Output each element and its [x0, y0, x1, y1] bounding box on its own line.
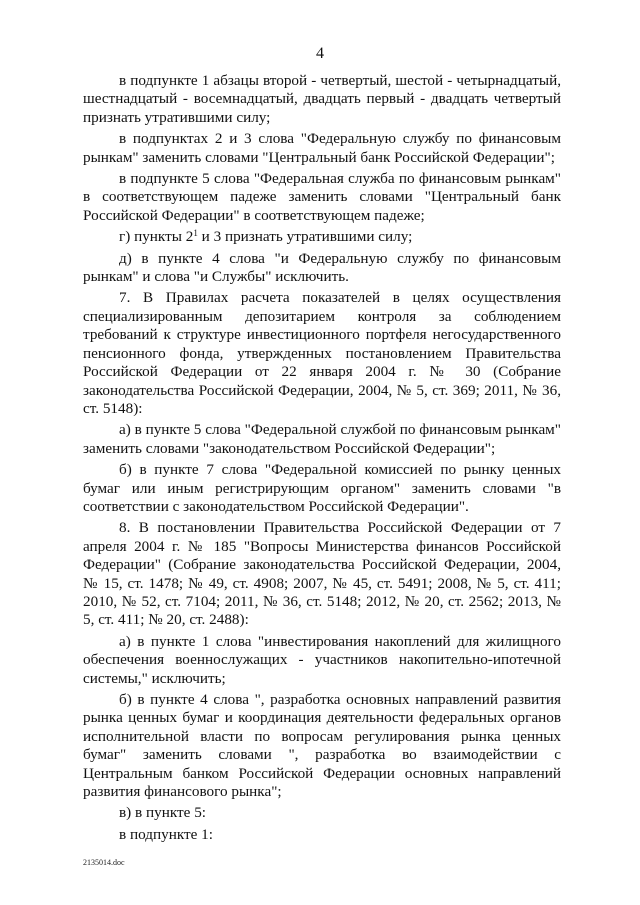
- paragraph-item-g: [83, 228, 561, 246]
- paragraph-section-8: 8. В постановлении Правительства Российской Федерации от 7 апреля 2004 г. № 185 "Вопросы Министерства финансов Российской Федерации" (Собрание законодательства Российской Федерации, 2004, № 15, ст. 1478; № 49, ст. 4908; 2007, № 45, ст. 5491; 2008, № 5, ст. 411; 2010, № 52, ст. 7104; 2011, № 36, ст. 5148; 2012, № 20, ст. 2562; 2013, № 5, ст. 411; № 20, ст. 2488):: [83, 519, 561, 629]
- paragraph-subpoint-1-heading: в подпункте 1:: [119, 825, 213, 843]
- document-body: [83, 72, 561, 847]
- item-g-text-after: и 3 признать утратившими силу;: [197, 228, 413, 246]
- paragraph-subpoint-5: в подпункте 5 слова "Федеральная служба по финансовым рынкам" в соответствующем падеже заменить словами "Центральный банк Российской Федерации" в соответствующем падеже;: [83, 170, 561, 224]
- item-g-superscript: 1: [193, 228, 198, 239]
- paragraph-subpoints-2-3: в подпунктах 2 и 3 слова "Федеральную службу по финансовым рынкам" заменить словами "Центральный банк Российской Федерации";: [83, 130, 561, 166]
- paragraph-section-8-b: б) в пункте 4 слова ", разработка основных направлений развития рынка ценных бумаг и координация деятельности федеральных органов исполнительной власти по вопросам регулирования рынка ценных бумаг" заменить словами ", разработка во взаимодействии с Центральным банком Российской Федерации основных направлений развития финансового рынка";: [83, 691, 561, 801]
- paragraph-subpoint-1: в подпункте 1 абзацы второй - четвертый, шестой - четырнадцатый, шестнадцатый - восемнадцатый, двадцать первый - двадцать четвертый признать утратившими силу;: [83, 72, 561, 126]
- paragraph-section-7-a: а) в пункте 5 слова "Федеральной службой по финансовым рынкам" заменить словами "законодательством Российской Федерации";: [83, 421, 561, 457]
- paragraph-item-d: д) в пункте 4 слова "и Федеральную службу по финансовым рынкам" и слова "и Службы" исключить.: [83, 249, 561, 286]
- paragraph-section-7-b: б) в пункте 7 слова "Федеральной комиссией по рынку ценных бумаг или иным регистрирующим органом" заменить словами "в соответствии с законодательством Российской Федерации".: [83, 461, 561, 515]
- paragraph-section-8-a: а) в пункте 1 слова "инвестирования накоплений для жилищного обеспечения военнослужащих - участников накопительно-ипотечной системы," исключить;: [83, 632, 561, 687]
- paragraph-section-7: 7. В Правилах расчета показателей в целях осуществления специализированным депозитарием контроля за соблюдением требований к структуре инвестиционного портфеля негосударственного пенсионного фонда, утвержденных постановлением Правительства Российской Федерации от 22 января 2004 г. № 30 (Собрание законодательства Российской Федерации, 2004, № 5, ст. 369; 2011, № 36, ст. 5148):: [83, 289, 561, 417]
- item-g-text-before: г) пункты 2: [119, 228, 194, 246]
- paragraph-section-8-v: в) в пункте 5:: [119, 804, 207, 822]
- footer-filename: 2135014.doc: [83, 858, 125, 867]
- page-number: 4: [316, 45, 324, 62]
